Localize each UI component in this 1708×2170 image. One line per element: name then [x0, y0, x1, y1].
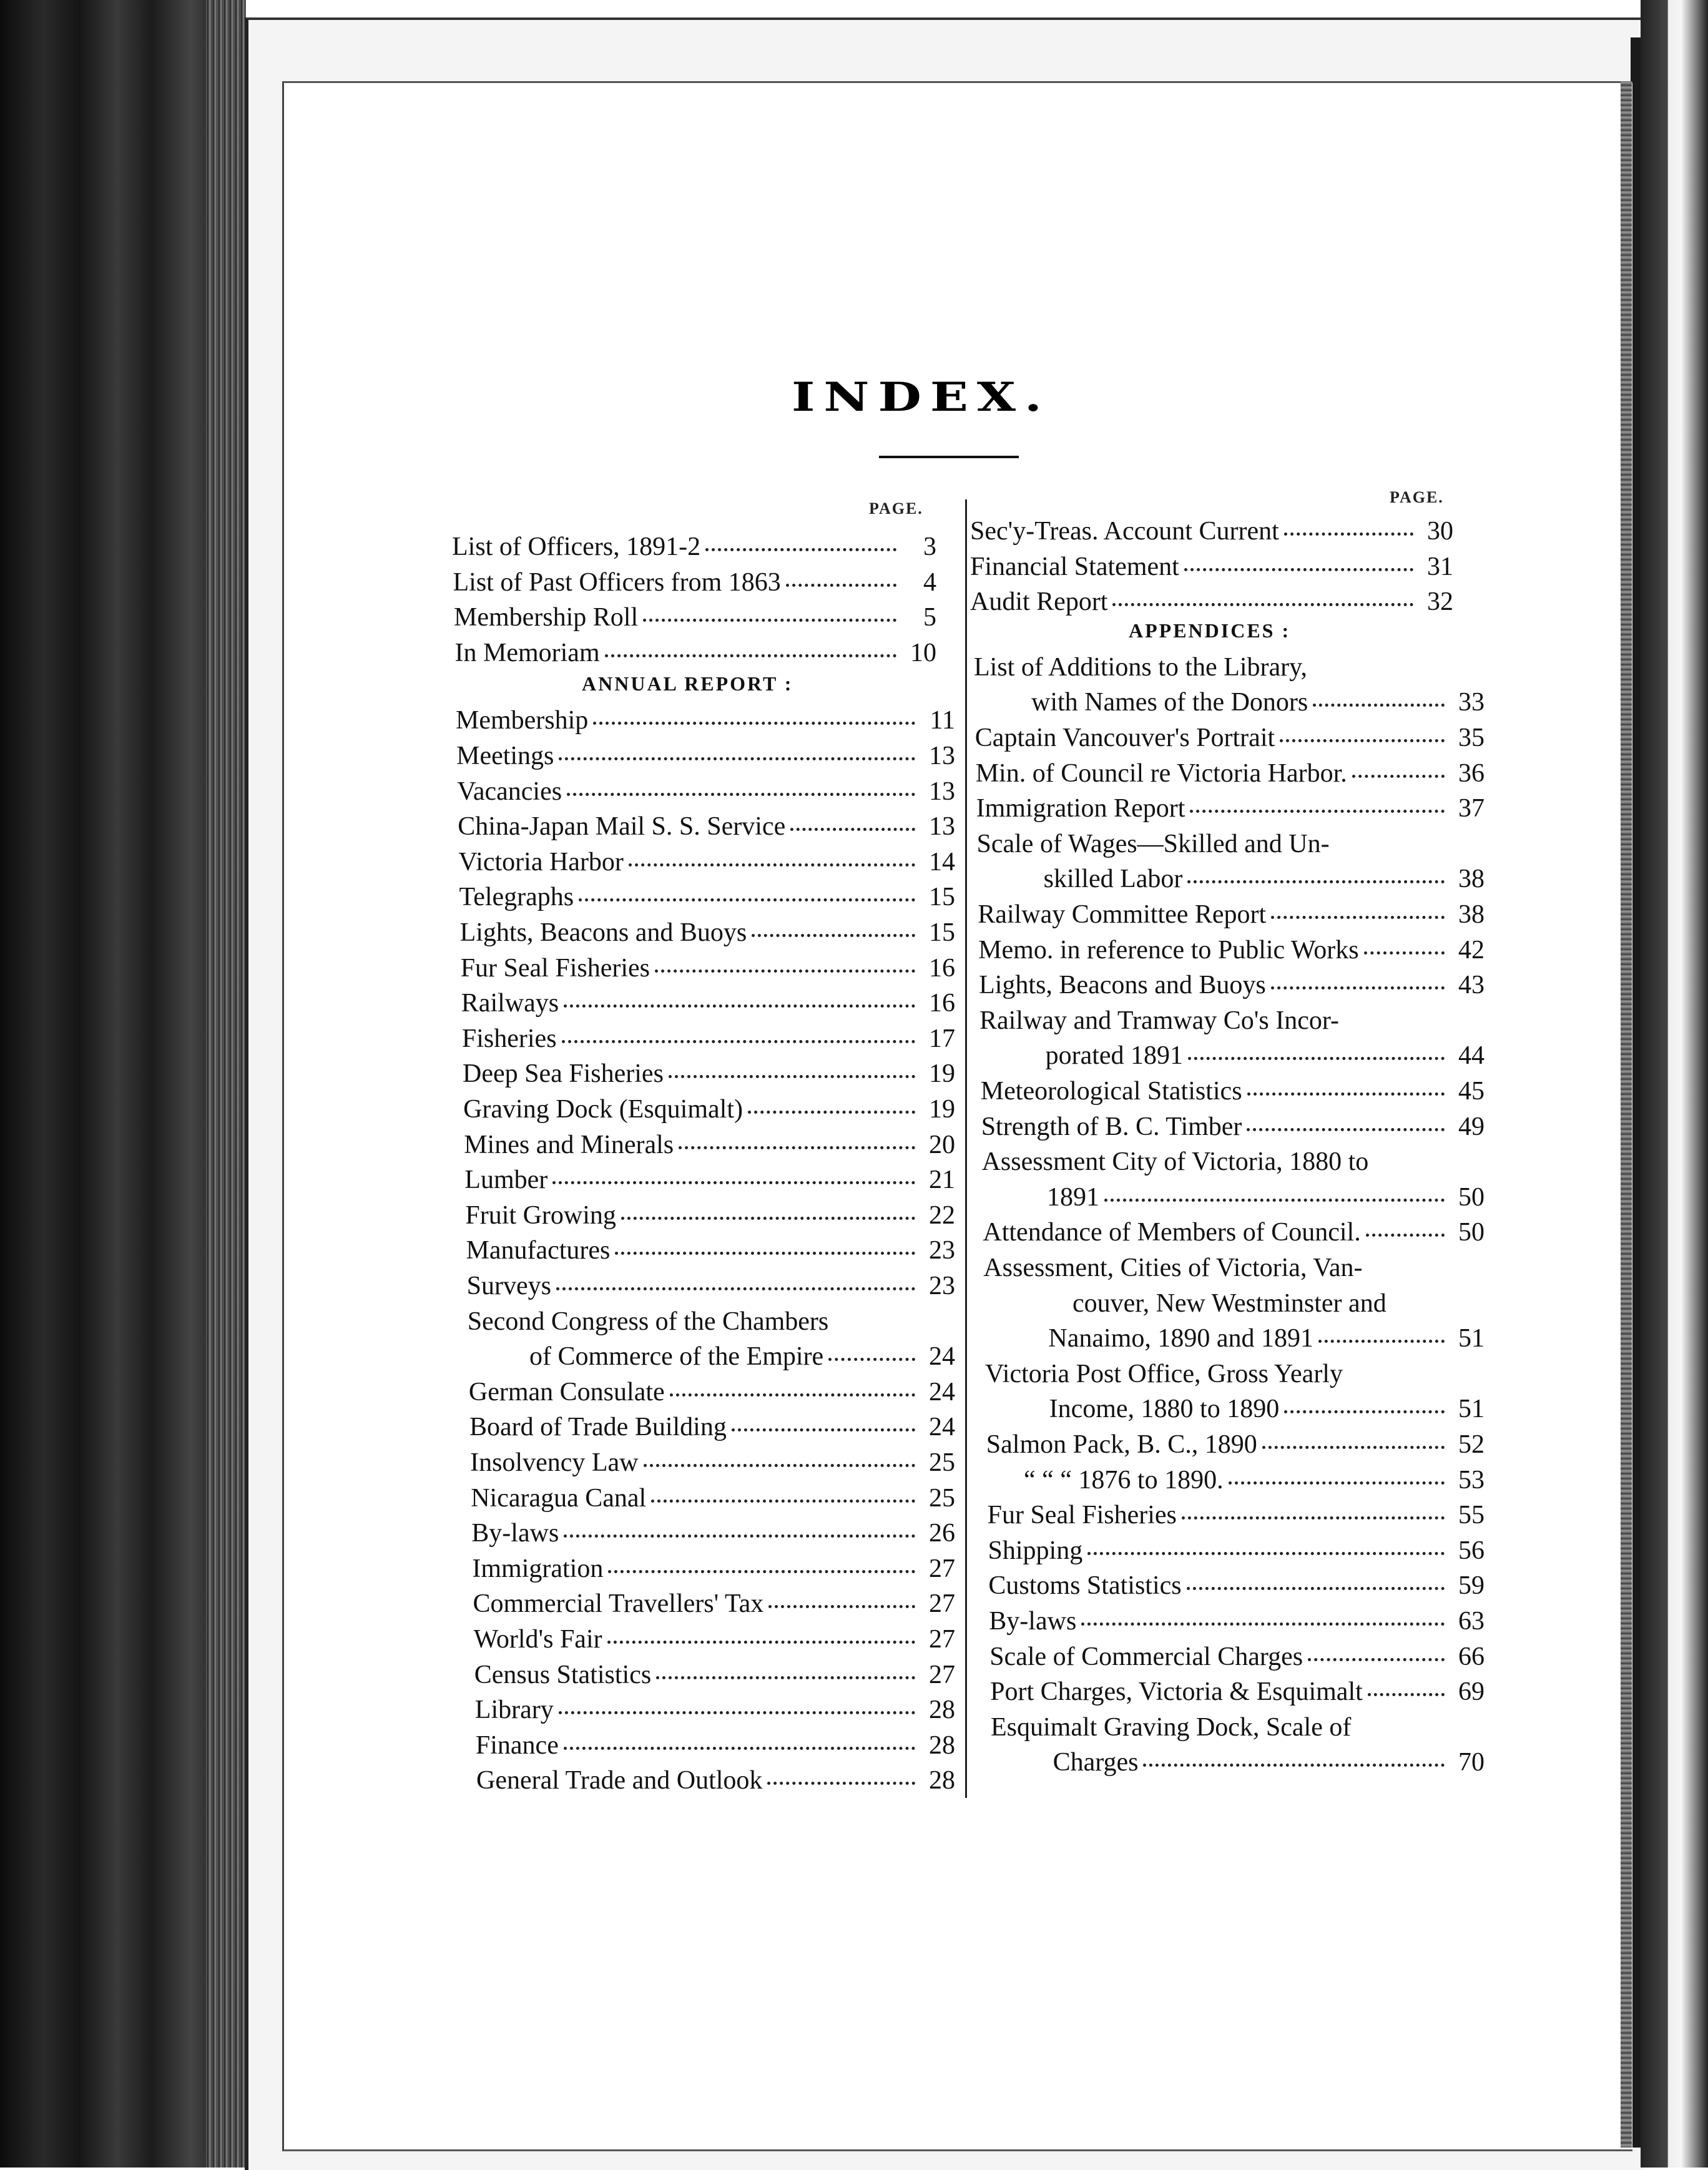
index-entry-text: Immigration Report — [976, 794, 1185, 823]
index-entry-text: List of Additions to the Library, — [974, 652, 1307, 682]
index-entry-text: By-laws — [989, 1607, 1077, 1636]
index-entry — [457, 778, 955, 805]
index-entry-page: 13 — [928, 812, 955, 842]
dot-leader — [1271, 916, 1445, 919]
index-entry — [978, 901, 1485, 928]
left-page-heading: PAGE. — [869, 499, 923, 518]
index-entry-page: 21 — [928, 1166, 955, 1195]
dot-leader — [670, 1393, 915, 1397]
index-entry-page: 50 — [1458, 1182, 1485, 1212]
index-entry-page: 69 — [1458, 1677, 1485, 1707]
index-entry — [476, 1732, 955, 1759]
index-entry — [976, 760, 1485, 787]
index-entry — [1072, 1290, 1485, 1317]
index-entry-page: 55 — [1458, 1501, 1485, 1530]
index-entry-text: World's Fair — [473, 1625, 602, 1654]
index-entry-text: Board of Trade Building — [469, 1413, 727, 1442]
index-entry-page: 52 — [1458, 1430, 1485, 1459]
index-entry — [970, 589, 1453, 615]
dot-leader — [1284, 533, 1413, 536]
dot-leader — [1229, 1481, 1445, 1485]
dot-leader — [786, 584, 896, 587]
dot-leader — [1368, 1693, 1445, 1696]
index-entry-text: Esquimalt Graving Dock, Scale of — [991, 1712, 1352, 1742]
index-entry — [983, 1255, 1485, 1281]
index-entry-page: 42 — [1458, 935, 1485, 965]
dot-leader — [1104, 1199, 1445, 1202]
index-entry-text: Fur Seal Fisheries — [987, 1501, 1177, 1530]
index-entry-page: 27 — [928, 1625, 955, 1654]
index-entry-text: List of Past Officers from 1863 — [453, 567, 781, 597]
index-entry-page: 16 — [928, 989, 955, 1018]
index-entry-page: 26 — [928, 1519, 955, 1548]
index-entry-text: Library — [474, 1696, 554, 1725]
index-entry — [1048, 1325, 1485, 1352]
dot-leader — [564, 1004, 915, 1008]
dot-leader — [705, 548, 896, 551]
dot-leader — [1366, 1234, 1445, 1237]
dot-leader — [643, 619, 896, 622]
dot-leader — [1318, 1340, 1445, 1343]
index-entry-text: Min. of Council re Victoria Harbor. — [975, 759, 1347, 788]
index-entry — [978, 937, 1485, 963]
index-entry — [463, 1096, 955, 1122]
dot-leader — [669, 1075, 915, 1078]
index-entry-page: 37 — [1458, 794, 1485, 823]
index-entry-page: 4 — [923, 567, 936, 597]
index-entry-page: 24 — [929, 1342, 955, 1372]
index-entry-page: 32 — [1427, 587, 1453, 617]
index-entry — [988, 1502, 1485, 1528]
dot-leader — [593, 722, 915, 725]
index-entry — [454, 604, 936, 631]
index-entry-page: 28 — [928, 1731, 955, 1760]
index-entry — [471, 1520, 955, 1546]
index-entry-page: 70 — [1458, 1748, 1485, 1777]
index-entry-text: German Consulate — [468, 1377, 665, 1407]
index-entry — [464, 1167, 955, 1193]
index-entry — [990, 1679, 1485, 1705]
index-entry-page: 13 — [928, 742, 955, 770]
dot-leader — [607, 1641, 915, 1644]
index-entry — [1044, 866, 1485, 892]
index-entry — [1046, 1043, 1485, 1069]
dot-leader — [1184, 568, 1413, 571]
index-entry — [974, 654, 1485, 680]
title-rule — [879, 456, 1019, 458]
index-entry-page: 49 — [1458, 1112, 1485, 1141]
dot-leader — [828, 1358, 915, 1361]
index-entry-text: Income, 1880 to 1890 — [1049, 1395, 1280, 1424]
dot-leader — [564, 1747, 915, 1750]
index-entry-text: Fruit Growing — [465, 1200, 616, 1230]
dot-leader — [629, 863, 915, 867]
index-entry-page: 35 — [1458, 724, 1485, 752]
index-entry-text: Strength of B. C. Timber — [981, 1112, 1242, 1141]
index-entry-page: 56 — [1458, 1536, 1485, 1565]
index-entry — [473, 1591, 956, 1617]
dot-leader — [1112, 603, 1413, 606]
index-entry-page: 51 — [1458, 1324, 1485, 1353]
index-entry — [471, 1485, 955, 1511]
index-entry-text: Vacancies — [457, 777, 562, 806]
index-entry — [982, 1149, 1485, 1175]
index-entry-page: 63 — [1458, 1607, 1485, 1636]
index-entry — [977, 831, 1485, 857]
index-entry-text: porated 1891 — [1045, 1041, 1184, 1071]
dot-leader — [752, 934, 915, 937]
dot-leader — [1182, 1516, 1445, 1519]
index-entry — [529, 1343, 955, 1370]
section-heading-annual-report: ANNUAL REPORT : — [582, 672, 793, 695]
index-entry-page: 28 — [929, 1766, 955, 1795]
index-entry-page: 45 — [1458, 1077, 1485, 1106]
index-entry-page: 27 — [928, 1554, 955, 1583]
index-entry — [988, 1538, 1485, 1564]
index-entry — [456, 707, 955, 734]
index-entry-text: Nanaimo, 1890 and 1891 — [1048, 1324, 1313, 1353]
index-entry — [1047, 1184, 1485, 1210]
dot-leader — [559, 757, 915, 760]
dot-leader — [644, 1464, 915, 1467]
index-entry-text: skilled Labor — [1043, 865, 1183, 894]
index-entry-text: Fur Seal Fisheries — [460, 953, 650, 983]
index-entry — [453, 569, 937, 596]
index-entry-page: 25 — [928, 1448, 955, 1477]
dot-leader — [567, 793, 915, 796]
index-entry-page: 53 — [1458, 1465, 1485, 1495]
index-entry-text: Mines and Minerals — [464, 1130, 674, 1159]
index-entry-page: 13 — [928, 777, 955, 806]
index-entry-text: with Names of the Donors — [1031, 688, 1308, 717]
index-entry-text: Lights, Beacons and Buoys — [979, 971, 1266, 1000]
index-entry-text: Scale of Commercial Charges — [989, 1642, 1303, 1671]
index-entry — [468, 1308, 955, 1335]
index-entry — [467, 1273, 955, 1299]
index-entry-text: Telegraphs — [459, 883, 574, 912]
index-entry-text: of Commerce of the Empire — [529, 1342, 824, 1372]
index-entry — [462, 1026, 955, 1052]
dot-leader — [651, 1500, 915, 1503]
dot-leader — [1284, 1410, 1445, 1413]
index-entry-page: 11 — [930, 706, 955, 735]
dot-leader — [1087, 1552, 1445, 1555]
index-entry — [463, 1061, 955, 1087]
index-entry-page: 27 — [929, 1589, 955, 1619]
index-entry-page: 30 — [1427, 517, 1453, 546]
dot-leader — [655, 970, 915, 973]
index-entry — [474, 1626, 955, 1652]
index-entry-text: Lumber — [464, 1166, 548, 1195]
index-entry-page: 24 — [928, 1377, 955, 1407]
index-entry — [465, 1202, 955, 1229]
section-heading-appendices: APPENDICES : — [1129, 619, 1291, 642]
page-right-edge — [1621, 81, 1632, 2148]
index-entry-text: Commercial Travellers' Tax — [473, 1589, 764, 1619]
index-entry-page: 27 — [928, 1660, 955, 1689]
index-entry-page: 3 — [923, 533, 936, 561]
dot-leader — [748, 1111, 915, 1114]
index-entry-text: Assessment, Cities of Victoria, Van- — [983, 1254, 1363, 1282]
index-entry-text: Surveys — [466, 1272, 551, 1300]
dot-leader — [621, 1217, 915, 1220]
page-edges — [206, 0, 246, 2168]
index-entry — [1031, 689, 1485, 715]
index-entry — [1049, 1396, 1485, 1422]
index-entry-text: Deep Sea Fisheries — [463, 1059, 664, 1089]
index-entry-page: 5 — [923, 603, 936, 632]
index-entry-text: Charges — [1053, 1748, 1139, 1777]
index-entry — [1053, 1749, 1485, 1775]
index-entry-text: Scale of Wages—Skilled and Un- — [976, 829, 1330, 858]
index-entry-text: 1891 — [1047, 1182, 1099, 1212]
index-entry-text: Graving Dock (Esquimalt) — [463, 1095, 743, 1124]
index-entry-page: 50 — [1458, 1218, 1485, 1247]
dot-leader — [1271, 986, 1445, 989]
index-entry — [461, 990, 955, 1016]
index-entry-page: 31 — [1427, 552, 1453, 581]
index-entry — [970, 518, 1453, 544]
right-page-heading: PAGE. — [1390, 488, 1444, 506]
dot-leader — [1081, 1623, 1445, 1626]
index-entry — [979, 1008, 1485, 1034]
index-entry-text: Victoria Post Office, Gross Yearly — [985, 1359, 1343, 1388]
index-entry-text: Attendance of Members of Council. — [983, 1218, 1361, 1247]
index-entry — [989, 1644, 1485, 1670]
index-entry — [469, 1414, 955, 1440]
index-entry — [458, 813, 955, 840]
index-entry-page: 44 — [1458, 1041, 1485, 1071]
index-entry — [455, 640, 937, 666]
index-entry-page: 25 — [928, 1483, 955, 1513]
index-entry-page: 59 — [1458, 1571, 1485, 1601]
index-entry-text: couver, New Westminster and — [1072, 1289, 1387, 1318]
index-entry-page: 43 — [1458, 971, 1485, 1000]
index-entry-text: Insolvency Law — [470, 1448, 639, 1477]
dot-leader — [656, 1676, 915, 1679]
index-entry-text: Immigration — [472, 1554, 604, 1583]
dot-leader — [1313, 704, 1445, 707]
index-entry — [469, 1379, 955, 1405]
index-entry-page: 28 — [928, 1696, 955, 1725]
dot-leader — [559, 1711, 915, 1714]
index-entry-page: 15 — [928, 918, 955, 947]
dot-leader — [768, 1605, 915, 1608]
index-entry — [456, 743, 955, 769]
index-entry — [981, 1078, 1485, 1104]
index-entry — [1024, 1467, 1485, 1493]
index-entry — [464, 1132, 955, 1158]
dot-leader — [615, 1252, 915, 1255]
index-entry-text: Membership Roll — [454, 603, 639, 632]
index-entry-text: Second Congress of the Chambers — [467, 1307, 829, 1336]
index-entry-text: Salmon Pack, B. C., 1890 — [986, 1430, 1257, 1459]
index-entry-text: Victoria Harbor — [458, 847, 624, 876]
dot-leader — [556, 1287, 915, 1290]
index-entry — [988, 1573, 1485, 1599]
index-entry — [459, 884, 956, 910]
index-entry-text: “ “ “ 1876 to 1890. — [1024, 1465, 1224, 1495]
index-entry-text: Financial Statement — [970, 552, 1179, 581]
index-entry — [991, 1714, 1485, 1740]
dot-leader — [1247, 1092, 1445, 1096]
dot-leader — [608, 1570, 915, 1573]
index-entry-text: Lights, Beacons and Buoys — [459, 918, 747, 947]
index-entry-text: Nicaragua Canal — [471, 1483, 647, 1513]
index-entry-page: 15 — [929, 883, 955, 912]
index-entry — [975, 725, 1485, 751]
dot-leader — [562, 1040, 915, 1043]
index-entry-text: Finance — [475, 1731, 559, 1760]
index-entry — [970, 554, 1453, 580]
index-entry-text: Assessment City of Victoria, 1880 to — [981, 1147, 1369, 1177]
index-entry-text: Meetings — [456, 742, 554, 770]
index-entry-text: Sec'y-Treas. Account Current — [970, 517, 1279, 546]
index-entry — [983, 1219, 1485, 1245]
index-entry — [476, 1767, 955, 1794]
dot-leader — [1187, 880, 1445, 883]
dot-leader — [1352, 775, 1445, 778]
index-entry-page: 38 — [1458, 900, 1485, 929]
index-entry-page: 19 — [928, 1095, 955, 1124]
index-entry-page: 36 — [1458, 759, 1485, 788]
index-entry-page: 23 — [928, 1272, 955, 1300]
index-entry-text: General Trade and Outlook — [476, 1766, 763, 1795]
index-entry-text: Audit Report — [970, 587, 1108, 617]
dot-leader — [1190, 810, 1445, 813]
index-entry-page: 10 — [910, 638, 936, 667]
dot-leader — [579, 898, 915, 901]
index-entry-page: 38 — [1458, 865, 1485, 894]
index-entry-text: Railways — [461, 989, 559, 1018]
index-entry-page: 24 — [929, 1413, 955, 1442]
dot-leader — [564, 1534, 915, 1538]
index-entry — [461, 955, 955, 981]
dot-leader — [1308, 1658, 1445, 1661]
index-entry-page: 23 — [929, 1236, 955, 1265]
index-entry-page: 66 — [1458, 1642, 1485, 1671]
column-divider — [965, 499, 967, 1798]
dot-leader — [605, 654, 896, 657]
index-entry — [989, 1608, 1485, 1634]
index-entry-page: 51 — [1458, 1395, 1485, 1424]
index-entry — [979, 972, 1485, 998]
index-entry — [466, 1237, 956, 1264]
index-entry-text: Manufactures — [466, 1236, 611, 1265]
index-entry-text: China-Japan Mail S. S. Service — [458, 812, 786, 842]
dot-leader — [1188, 1057, 1445, 1060]
index-entry-text: Fisheries — [461, 1024, 557, 1053]
index-entry-text: Railway and Tramway Co's Incor- — [979, 1006, 1339, 1035]
dot-leader — [790, 828, 915, 831]
dot-leader — [1143, 1764, 1445, 1767]
index-entry-text: Membership — [456, 706, 589, 735]
dot-leader — [1247, 1128, 1445, 1131]
index-entry-text: Railway Committee Report — [978, 900, 1267, 929]
dot-leader — [732, 1428, 915, 1431]
index-entry-page: 22 — [928, 1200, 955, 1230]
index-entry — [985, 1361, 1485, 1387]
index-entry-text: List of Officers, 1891-2 — [452, 533, 701, 561]
index-entry — [981, 1114, 1485, 1140]
index-entry — [474, 1662, 955, 1688]
index-entry-page: 33 — [1458, 688, 1485, 717]
index-entry-text: Memo. in reference to Public Works — [978, 935, 1359, 965]
dot-leader — [1262, 1446, 1445, 1449]
index-entry-page: 17 — [928, 1024, 955, 1053]
index-entry — [976, 795, 1485, 822]
dot-leader — [679, 1146, 915, 1149]
index-entry-page: 14 — [928, 847, 955, 876]
index-entry — [452, 534, 936, 560]
dot-leader — [767, 1782, 915, 1785]
index-entry-text: By-laws — [471, 1519, 559, 1548]
index-entry-text: Port Charges, Victoria & Esquimalt — [990, 1677, 1363, 1707]
index-entry-page: 16 — [928, 953, 955, 983]
dot-leader — [1364, 951, 1445, 955]
index-entry — [470, 1450, 955, 1476]
index-entry-text: Captain Vancouver's Portrait — [974, 724, 1275, 752]
index-entry — [458, 849, 955, 875]
page-title: INDEX. — [792, 373, 1051, 421]
index-entry — [986, 1431, 1485, 1458]
dot-leader — [1187, 1587, 1445, 1590]
dot-leader — [552, 1181, 915, 1184]
index-entry-text: Customs Statistics — [988, 1571, 1182, 1601]
index-entry-text: Census Statistics — [474, 1660, 652, 1689]
index-entry-page: 20 — [928, 1130, 955, 1159]
dot-leader — [1280, 739, 1445, 742]
index-entry — [460, 920, 955, 946]
right-page-edge — [1641, 0, 1708, 2168]
index-entry-text: In Memoriam — [454, 638, 600, 667]
index-entry-page: 19 — [929, 1059, 955, 1089]
index-entry-text: Shipping — [988, 1536, 1083, 1565]
index-entry — [472, 1556, 955, 1582]
index-entry-text: Meteorological Statistics — [980, 1077, 1242, 1106]
index-entry — [475, 1697, 955, 1723]
